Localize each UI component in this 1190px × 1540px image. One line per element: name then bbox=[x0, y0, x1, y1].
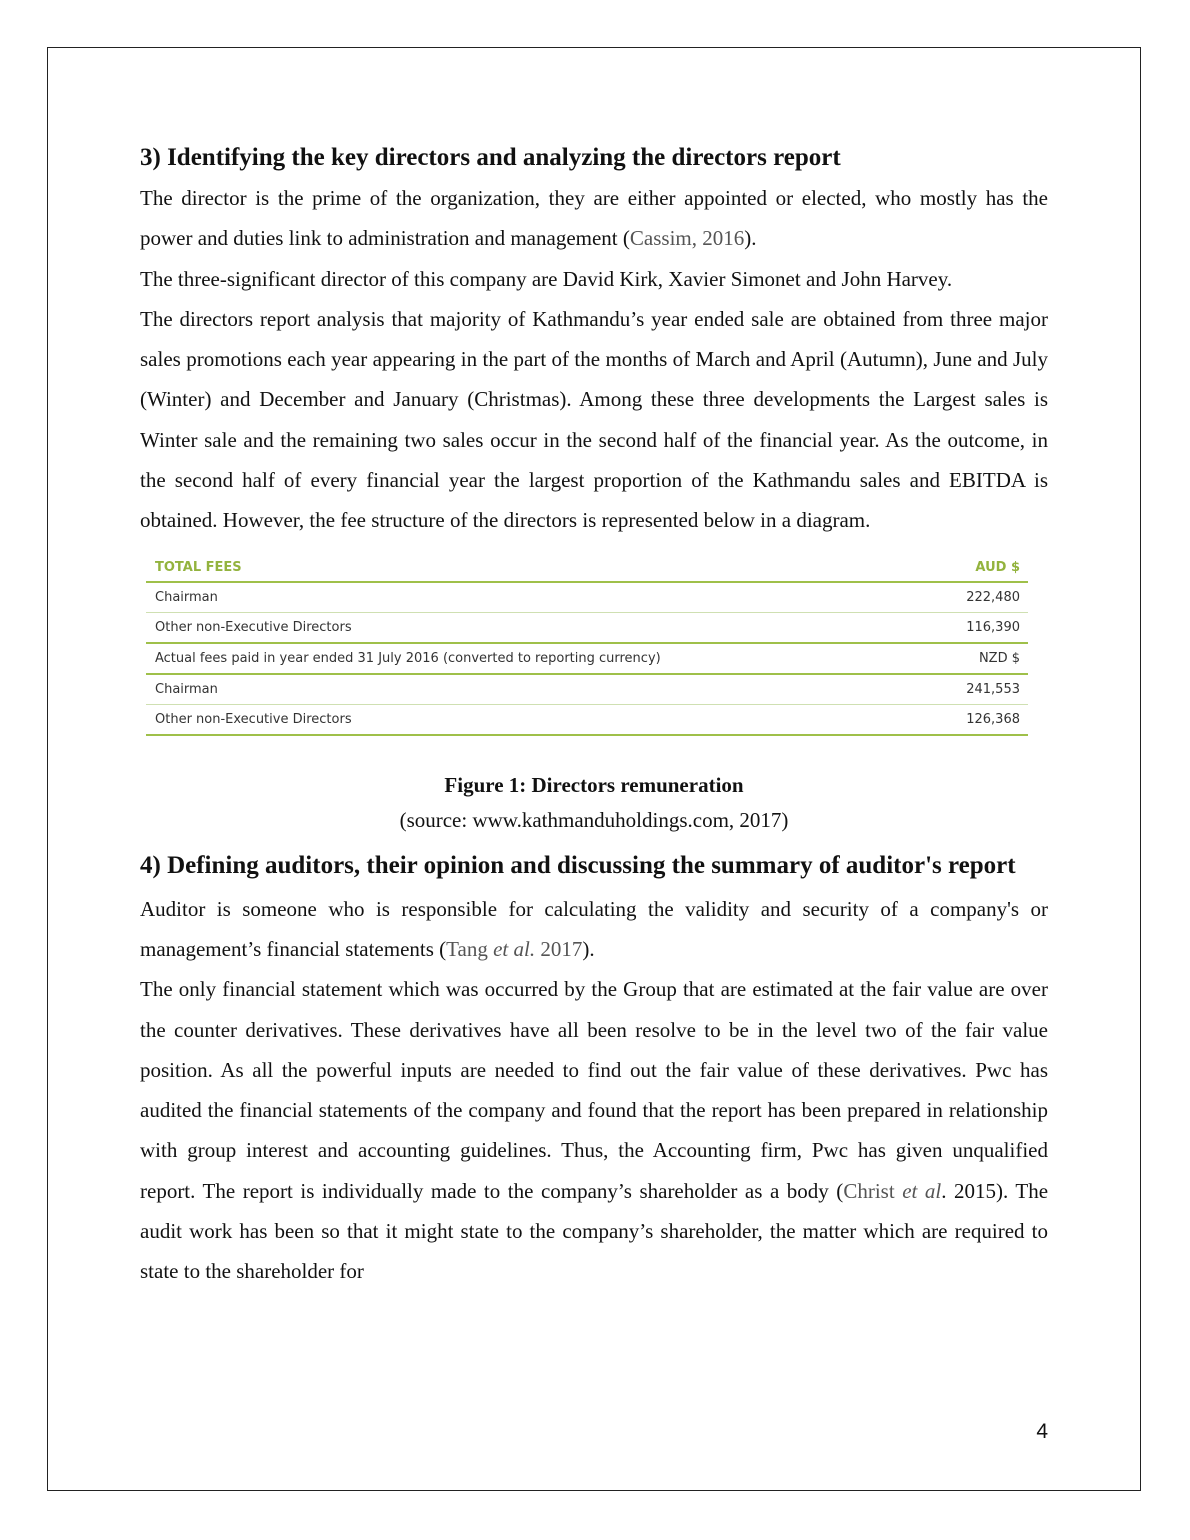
paragraph-text: The only financial statement which was occurred by the Group that are estimated at the fair value are over the counter derivatives. These derivatives have all been resolve to be in the level two of the fair value position. As all the powerful inputs are needed to find out the fair value of these derivatives. Pwc has audited the financial statements of the company and found that the report has been prepared in relationship with group interest and accounting guidelines. Thus, the Accounting firm, Pwc has given unqualified report. The report is individually made to the company’s shareholder as a body ( bbox=[140, 977, 1048, 1203]
section-3-heading: 3) Identifying the key directors and analyzing the directors report bbox=[140, 144, 841, 171]
citation: Cassim, 2016 bbox=[629, 226, 745, 251]
table-subheader-row bbox=[146, 643, 1028, 674]
header-currency: AUD $ bbox=[922, 555, 1028, 582]
table-row bbox=[146, 612, 1028, 643]
row-value: 126,368 bbox=[922, 704, 1028, 735]
subheader-currency: NZD $ bbox=[922, 643, 1028, 674]
row-label: Other non-Executive Directors bbox=[146, 704, 922, 735]
header-label: TOTAL FEES bbox=[146, 555, 922, 582]
paragraph-text: ). bbox=[582, 936, 595, 961]
citation-year: . 2015 bbox=[941, 1178, 996, 1203]
citation-author: Tang bbox=[446, 936, 494, 961]
paragraph-text: ). bbox=[744, 226, 757, 251]
directors-fees-table bbox=[146, 555, 1028, 736]
table-row bbox=[146, 582, 1028, 613]
section-4-heading: 4) Defining auditors, their opinion and discussing the summary of auditor's report bbox=[140, 851, 1016, 879]
row-value: 222,480 bbox=[922, 582, 1028, 613]
section-3-paragraph-2: The three-significant director of this company are David Kirk, Xavier Simonet and John Harvey. bbox=[140, 266, 953, 291]
paragraph-text: Auditor is someone who is responsible for calculating the validity and security of a company's or management’s financial statements ( bbox=[140, 896, 1048, 961]
section-4-paragraph-2 bbox=[140, 969, 1048, 1291]
row-label: Chairman bbox=[146, 582, 922, 613]
citation bbox=[843, 1179, 941, 1203]
citation-year: 2017 bbox=[535, 936, 583, 961]
table-row bbox=[146, 674, 1028, 705]
section-4-paragraph-1 bbox=[140, 889, 1048, 970]
section-3-paragraph-1 bbox=[140, 178, 1048, 259]
citation-etal: et al bbox=[902, 1178, 942, 1203]
figure-caption: Figure 1: Directors remuneration bbox=[444, 772, 744, 797]
paragraph-text: The director is the prime of the organization, they are either appointed or elected, who mostly has the power and duties link to administration and management ( bbox=[140, 186, 1048, 251]
table-header-row bbox=[146, 555, 1028, 582]
citation-etal: et al. bbox=[493, 936, 536, 961]
row-label: Other non-Executive Directors bbox=[146, 612, 922, 643]
row-value: 241,553 bbox=[922, 674, 1028, 705]
figure-source: (source: www.kathmanduholdings.com, 2017) bbox=[399, 807, 789, 832]
paragraph-text: ). The audit work has been so that it might state to the company’s shareholder, the matter which are required to state to the shareholder for bbox=[140, 1178, 1049, 1284]
citation bbox=[446, 937, 582, 961]
row-value: 116,390 bbox=[922, 612, 1028, 643]
subheader-label: Actual fees paid in year ended 31 July 2016 (converted to reporting currency) bbox=[146, 643, 922, 674]
citation-author: Christ bbox=[843, 1178, 903, 1203]
section-3-paragraph-3: The directors report analysis that majority of Kathmandu’s year ended sale are obtained from three major sales promotions each year appearing in the part of the months of March and April (Autumn), June and July (Winter) and December and January (Christmas). Among these three developments the Largest sales is Winter sale and the remaining two sales occur in the second half of the financial year. As the outcome, in the second half of every financial year the largest proportion of the Kathmandu sales and EBITDA is obtained. However, the fee structure of the directors is represented below in a diagram. bbox=[140, 306, 1048, 533]
row-label: Chairman bbox=[146, 674, 922, 705]
table-row bbox=[146, 704, 1028, 735]
page-number: 4 bbox=[1036, 1420, 1048, 1443]
document-body bbox=[140, 138, 1048, 1292]
